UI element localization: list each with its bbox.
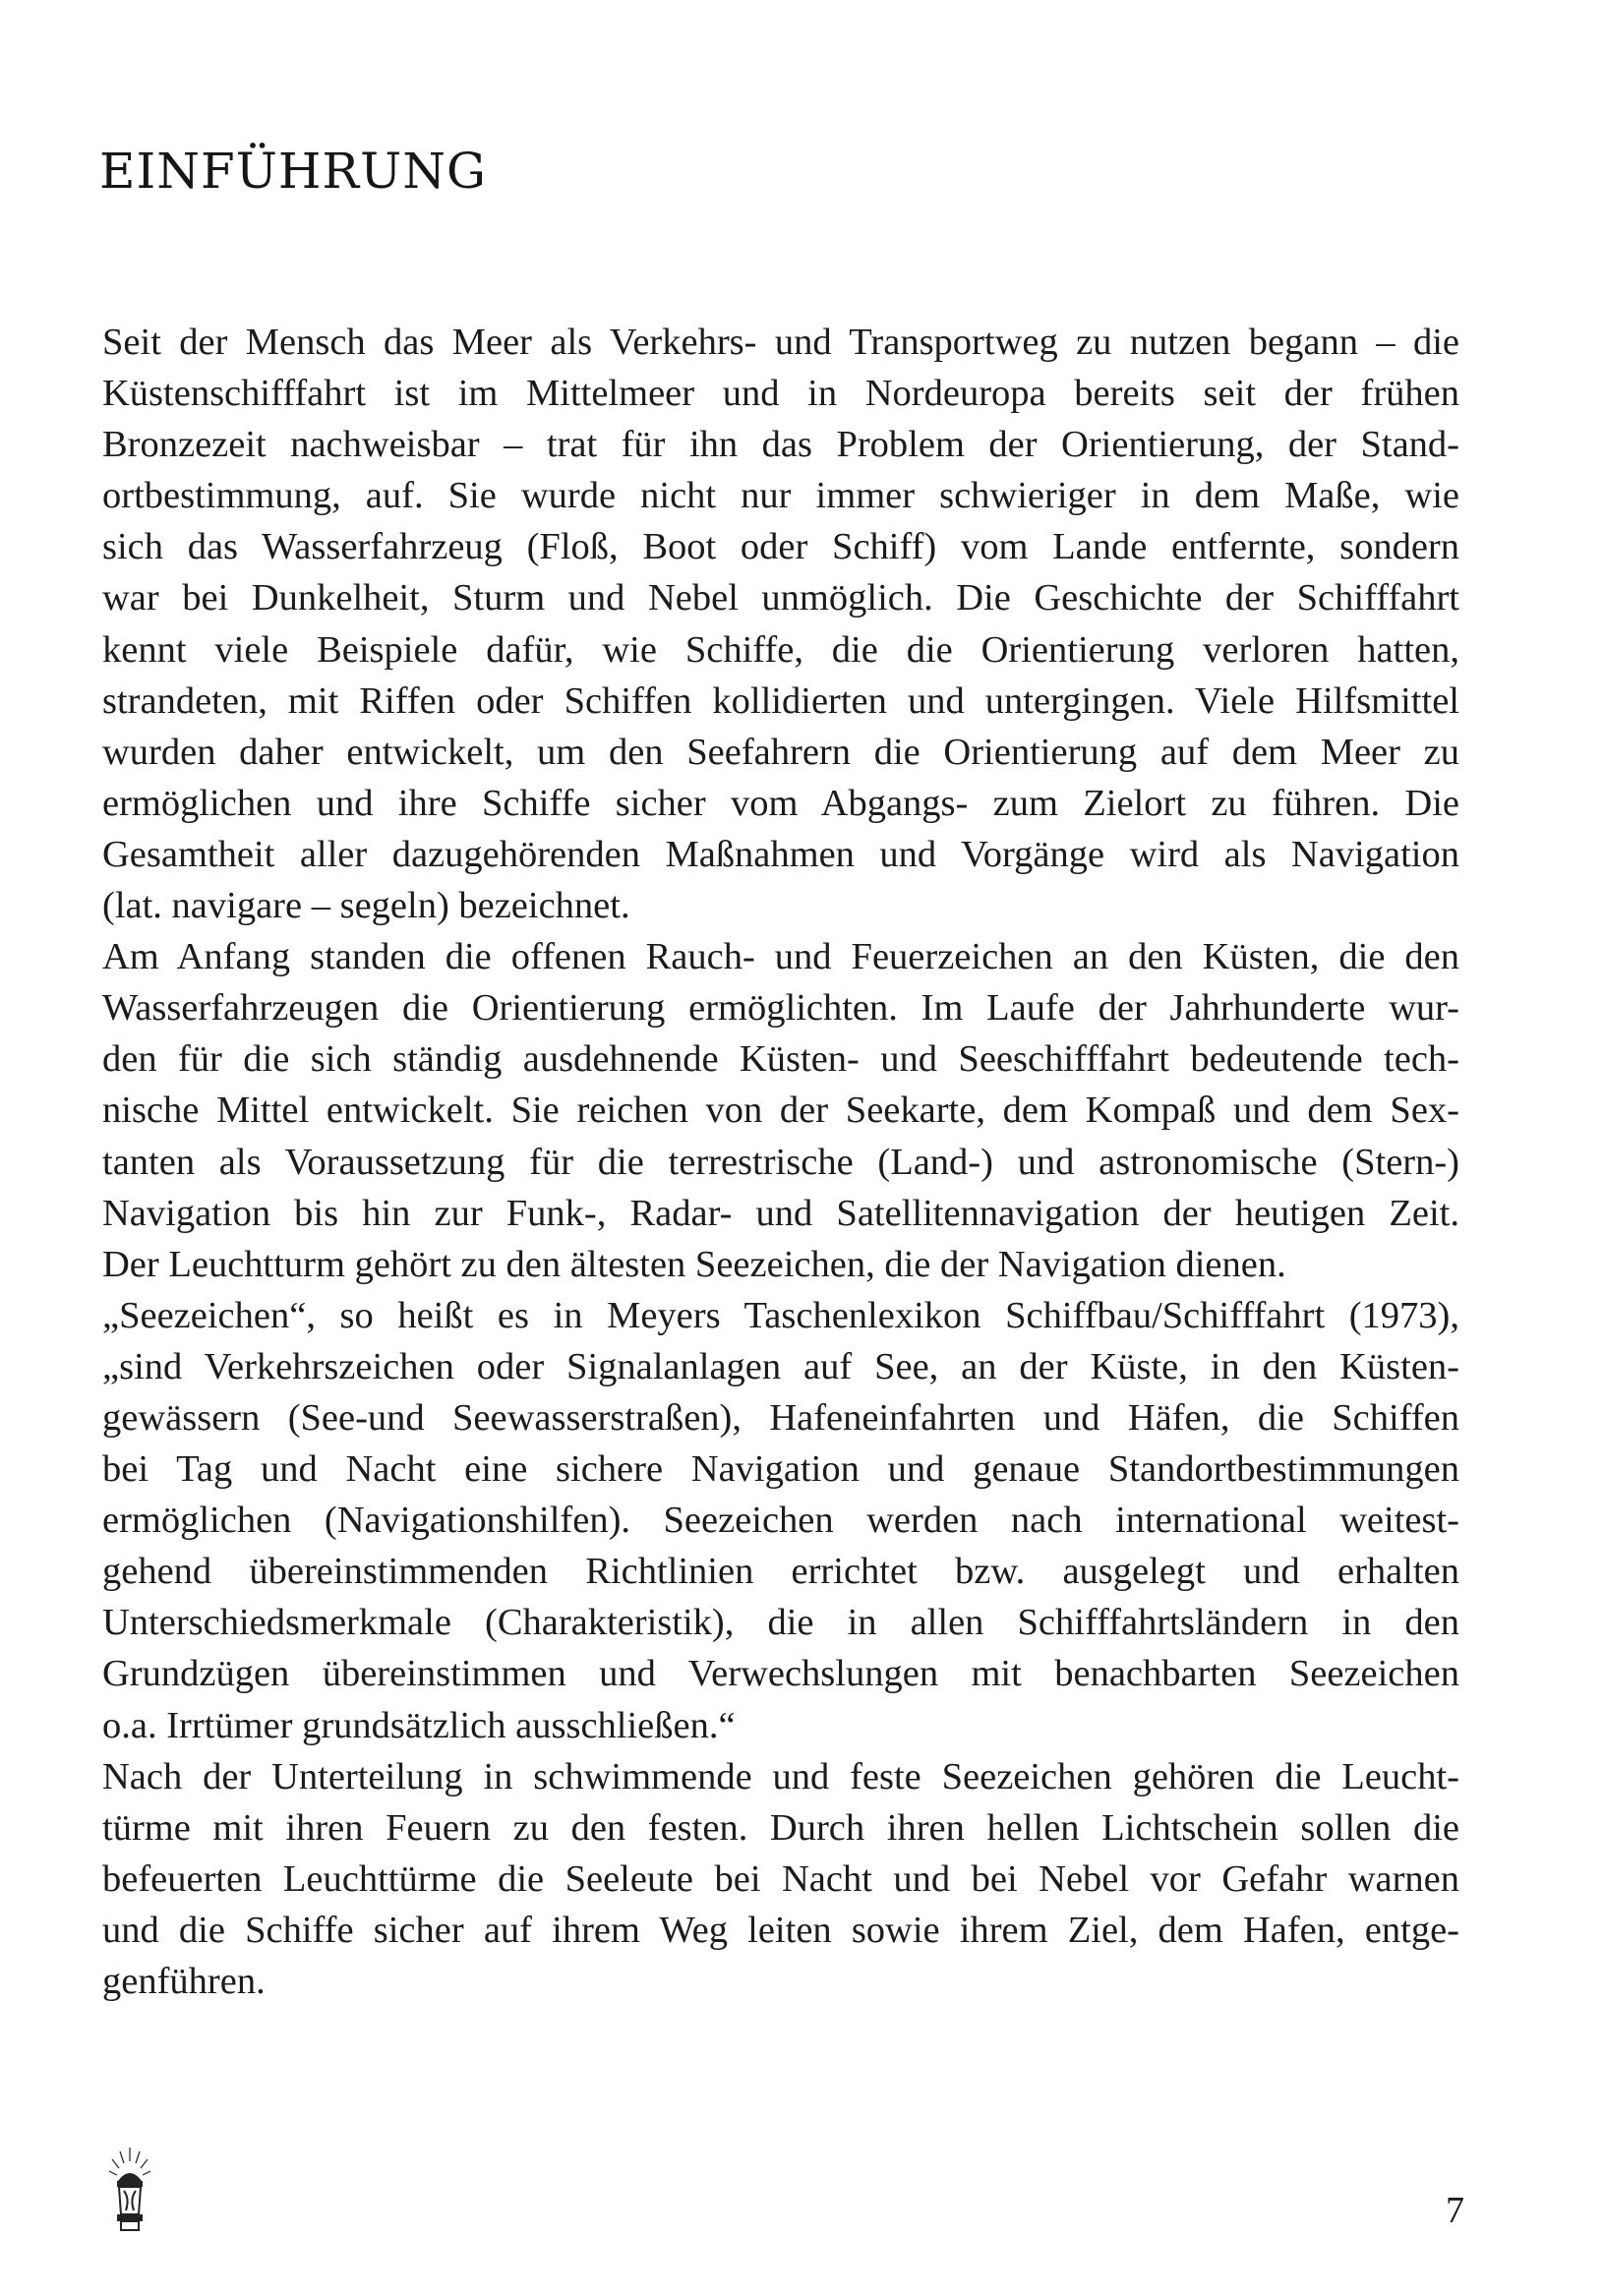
text-line: „sind Verkehrszeichen oder Signalanlagen auf See, an der Küste, in den Küsten- bbox=[102, 1345, 1459, 1387]
text-line: „Seezeichen“, so heißt es in Meyers Taschenlexikon Schiffbau/Schifffahrt (1973), bbox=[102, 1294, 1459, 1336]
text-line: Unterschiedsmerkmale (Charakteristik), die in allen Schifffahrtsländern in den bbox=[102, 1602, 1459, 1644]
paragraph bbox=[102, 1290, 1459, 1751]
page-number: 7 bbox=[1446, 2190, 1464, 2231]
chapter-heading: EINFÜHRUNG bbox=[99, 143, 487, 200]
text-line: Wasserfahrzeugen die Orientierung ermöglichten. Im Laufe der Jahrhunderte wur- bbox=[102, 987, 1459, 1030]
text-line: (lat. navigare – segeln) bezeichnet. bbox=[102, 885, 630, 927]
body-text bbox=[102, 317, 1459, 2007]
text-line: gewässern (See-und Seewasserstraßen), Hafeneinfahrten und Häfen, die Schiffen bbox=[102, 1396, 1459, 1439]
text-line: und die Schiffe sicher auf ihrem Weg leiten sowie ihrem Ziel, dem Hafen, entge- bbox=[102, 1909, 1459, 1951]
text-line: Navigation bis hin zur Funk-, Radar- und Satellitennavigation der heutigen Zeit. bbox=[102, 1192, 1459, 1234]
paragraph bbox=[102, 317, 1459, 931]
paragraph bbox=[102, 931, 1459, 1290]
text-line: kennt viele Beispiele dafür, wie Schiffe, die die Orientierung verloren hatten, bbox=[102, 628, 1459, 671]
text-line: befeuerten Leuchttürme die Seeleute bei Nacht und bei Nebel vor Gefahr warnen bbox=[102, 1857, 1459, 1900]
text-line: Gesamtheit aller dazugehörenden Maßnahmen und Vorgänge wird als Navigation bbox=[102, 833, 1459, 875]
text-line: ermöglichen und ihre Schiffe sicher vom Abgangs- zum Zielort zu führen. Die bbox=[102, 782, 1459, 824]
text-line: sich das Wasserfahrzeug (Floß, Boot oder Schiff) vom Lande entfernte, sondern bbox=[102, 526, 1459, 568]
text-line: ermöglichen (Navigationshilfen). Seezeichen werden nach international weitest- bbox=[102, 1500, 1459, 1542]
text-line: genführen. bbox=[102, 1961, 266, 2002]
text-line: ortbestimmung, auf. Sie wurde nicht nur immer schwieriger in dem Maße, wie bbox=[102, 475, 1459, 517]
text-line: Nach der Unterteilung in schwimmende und feste Seezeichen gehören die Leucht- bbox=[102, 1755, 1459, 1797]
text-line: den für die sich ständig ausdehnende Küsten- und Seeschifffahrt bedeutende tech- bbox=[102, 1038, 1459, 1081]
text-line: bei Tag und Nacht eine sichere Navigation und genaue Standortbestimmungen bbox=[102, 1448, 1459, 1491]
paragraph bbox=[102, 1751, 1459, 2007]
text-line: wurden daher entwickelt, um den Seefahrern die Orientierung auf dem Meer zu bbox=[102, 731, 1459, 773]
text-line: o.a. Irrtümer grundsätzlich ausschließen.“ bbox=[102, 1704, 736, 1746]
text-line: tanten als Voraussetzung für die terrestrische (Land-) und astronomische (Stern-) bbox=[102, 1141, 1459, 1183]
text-line: strandeten, mit Riffen oder Schiffen kollidierten und untergingen. Viele Hilfsmittel bbox=[102, 679, 1459, 722]
text-line: war bei Dunkelheit, Sturm und Nebel unmöglich. Die Geschichte der Schifffahrt bbox=[102, 577, 1459, 619]
text-line: gehend übereinstimmenden Richtlinien errichtet bzw. ausgelegt und erhalten bbox=[102, 1551, 1459, 1593]
text-line: Der Leuchtturm gehört zu den ältesten Seezeichen, die der Navigation dienen. bbox=[102, 1243, 1286, 1285]
text-line: Bronzezeit nachweisbar – trat für ihn das Problem der Orientierung, der Stand- bbox=[102, 424, 1459, 466]
lighthouse-lantern-icon bbox=[106, 2144, 153, 2234]
text-line: Küstenschifffahrt ist im Mittelmeer und in Nordeuropa bereits seit der frühen bbox=[102, 373, 1459, 415]
text-line: Am Anfang standen die offenen Rauch- und Feuerzeichen an den Küsten, die den bbox=[102, 936, 1459, 978]
text-line: Grundzügen übereinstimmen und Verwechslungen mit benachbarten Seezeichen bbox=[102, 1653, 1459, 1695]
text-line: Seit der Mensch das Meer als Verkehrs- und Transportweg zu nutzen begann – die bbox=[102, 322, 1459, 363]
text-line: nische Mittel entwickelt. Sie reichen von der Seekarte, dem Kompaß und dem Sex- bbox=[102, 1089, 1459, 1132]
text-line: türme mit ihren Feuern zu den festen. Durch ihren hellen Lichtschein sollen die bbox=[102, 1806, 1459, 1849]
